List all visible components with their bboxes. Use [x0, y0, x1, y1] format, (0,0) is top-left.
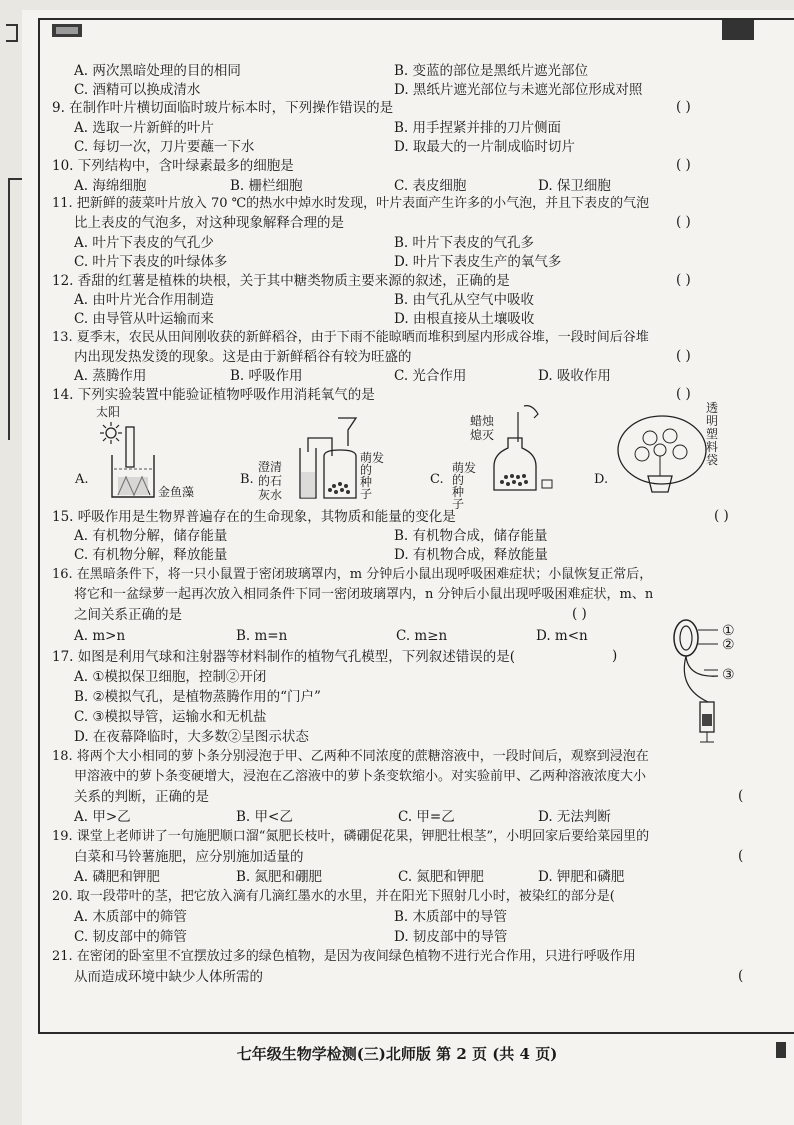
- option-c: C. 光合作用: [394, 368, 467, 384]
- option-a: A. 选取一片新鲜的叶片: [74, 120, 214, 136]
- question-stem: 21. 在密闭的卧室里不宜摆放过多的绿色植物，是因为夜间绿色植物不进行光合作用，只进行呼吸作用: [52, 949, 636, 964]
- option-b: B. 叶片下表皮的气孔多: [394, 235, 535, 251]
- option-d: D. 叶片下表皮生产的氧气多: [394, 254, 562, 270]
- option-d: D. 在夜幕降临时，大多数②呈图示状态: [74, 729, 309, 745]
- answer-blank-close: ): [612, 648, 618, 664]
- option-b: B.: [240, 472, 254, 487]
- page-footer: 七年级生物学检测(三)北师版 第 2 页 (共 4 页): [236, 1045, 558, 1063]
- answer-blank: ( ): [676, 386, 691, 402]
- corner-mark: [722, 20, 754, 40]
- candle-jar-apparatus: [488, 402, 558, 494]
- answer-blank: ( ): [676, 157, 691, 173]
- option-c: C. 酒精可以换成清水: [74, 82, 201, 98]
- option-d: D. 无法判断: [538, 809, 611, 825]
- option-a: A. 磷肥和钾肥: [74, 869, 160, 885]
- limewater-apparatus: [290, 412, 370, 500]
- option-c: C.: [430, 472, 444, 487]
- option-a: A. 叶片下表皮的气孔少: [74, 235, 214, 251]
- question-stem-cont: 比上表皮的气泡多，对这种现象解释合理的是: [74, 215, 344, 231]
- option-a: A. 海绵细胞: [74, 178, 147, 194]
- question-stem: 20. 取一段带叶的茎，把它放入滴有几滴红墨水的水里，并在阳光下照射几小时，被染红的部分是(: [52, 889, 615, 904]
- question-stem: 17. 如图是利用气球和注射器等材料制作的植物气孔模型，下列叙述错误的是(: [52, 649, 516, 665]
- option-d: D. 吸收作用: [538, 368, 611, 384]
- answer-blank: ( ): [714, 508, 729, 524]
- option-b: B. 呼吸作用: [230, 368, 303, 384]
- binding-mark: [6, 24, 18, 42]
- answer-blank: ( ): [676, 348, 691, 364]
- question-stem: 11. 把新鲜的菠菜叶片放入 70 ℃的热水中焯水时发现，叶片表面产生许多的小气泡，并且下表皮的气泡: [52, 196, 650, 211]
- bag-label: 透 明 塑 料 袋: [706, 401, 719, 467]
- answer-blank: ( ): [676, 272, 691, 288]
- option-d: D.: [594, 472, 609, 487]
- option-c: C. 叶片下表皮的叶绿体多: [74, 254, 228, 270]
- option-a: A. 木质部中的筛管: [74, 909, 187, 925]
- option-a: A. 两次黑暗处理的目的相同: [74, 63, 241, 79]
- option-d: D. 取最大的一片制成临时切片: [394, 139, 575, 155]
- question-stem: 10. 下列结构中，含叶绿素最多的细胞是: [52, 158, 294, 174]
- limewater-label: 澄清 的石 灰水: [258, 460, 283, 502]
- option-b: B. 木质部中的导管: [394, 909, 508, 925]
- question-stem: 12. 香甜的红薯是植株的块根，关于其中糖类物质主要来源的叙述，正确的是: [52, 273, 510, 289]
- option-d: D. 由根直接从土壤吸收: [394, 311, 535, 327]
- option-d: D. 保卫细胞: [538, 178, 611, 194]
- question-stem-cont: 关系的判断，正确的是: [74, 789, 209, 805]
- option-a: A. 有机物分解，储存能量: [74, 528, 228, 544]
- answer-blank: ( ): [676, 99, 691, 115]
- option-d: D. m<n: [536, 628, 588, 644]
- question-stem-cont: 白菜和马铃薯施肥，应分别施加适量的: [74, 849, 304, 865]
- option-b: B. 栅栏细胞: [230, 178, 303, 194]
- option-c: C. 甲=乙: [398, 809, 455, 825]
- question-stem: 14. 下列实验装置中能验证植物呼吸作用消耗氧气的是: [52, 387, 375, 403]
- seeds-label: 萌发 的 种 子: [360, 451, 385, 501]
- question-stem-cont: 甲溶液中的萝卜条变硬增大，浸泡在乙溶液中的萝卜条变软缩小。对实验前甲、乙两种溶液浓度大小: [74, 769, 647, 784]
- option-b: B. 氮肥和硼肥: [236, 869, 323, 885]
- option-d: D. 有机物合成，释放能量: [394, 547, 548, 563]
- option-b: B. ②模拟气孔，是植物蒸腾作用的“门户”: [74, 689, 321, 705]
- option-b: B. 用手捏紧并排的刀片侧面: [394, 120, 562, 136]
- question-stem: 15. 呼吸作用是生物界普遍存在的生命现象，其物质和能量的变化是: [52, 509, 456, 525]
- option-a: A. m>n: [74, 628, 126, 644]
- question-stem-cont: 将它和一盆绿萝一起再次放入相同条件下同一密闭玻璃罩内，n 分钟后小鼠出现呼吸困难症状，m、n: [74, 587, 654, 602]
- option-c: C. ③模拟导管，运输水和无机盐: [74, 709, 267, 725]
- answer-blank-open: (: [738, 968, 744, 984]
- option-a: A.: [75, 472, 89, 487]
- plant-label: 金鱼藻: [158, 485, 195, 499]
- question-stem-cont: 之间关系正确的是: [74, 607, 182, 623]
- option-b: B. m=n: [236, 628, 288, 644]
- option-c: C. 韧皮部中的筛管: [74, 929, 187, 945]
- binding-line: [8, 178, 22, 440]
- option-a: A. 由叶片光合作用制造: [74, 292, 214, 308]
- corner-mark-bottom: [776, 1042, 786, 1058]
- option-d: D. 黑纸片遮光部位与未遮光部位形成对照: [394, 82, 643, 98]
- question-stem-cont: 内出现发热发烫的现象。这是由于新鲜稻谷有较为旺盛的: [74, 349, 412, 365]
- question-stem: 13. 夏季末，农民从田间刚收获的新鲜稻谷，由于下雨不能晾晒而堆积到屋内形成谷堆，一段时间后谷堆: [52, 330, 649, 345]
- answer-blank: ( ): [676, 214, 691, 230]
- question-stem-cont: 从而造成环境中缺少人体所需的: [74, 969, 263, 985]
- aquatic-plant-apparatus: [108, 425, 158, 499]
- label-1: ①: [722, 623, 735, 639]
- option-b: B. 变蓝的部位是黑纸片遮光部位: [394, 63, 589, 79]
- candle-label: 蜡烛 熄灭: [470, 414, 495, 442]
- option-c: C. 表皮细胞: [394, 178, 467, 194]
- option-a: A. 甲>乙: [74, 809, 131, 825]
- option-c: C. 由导管从叶运输而来: [74, 311, 214, 327]
- option-a: A. ①模拟保卫细胞，控制②开闭: [74, 669, 267, 685]
- sun-label: 太阳: [96, 405, 121, 419]
- option-b: B. 有机物合成，储存能量: [394, 528, 548, 544]
- option-a: A. 蒸腾作用: [74, 368, 147, 384]
- seeds-label: 萌发 的 种 子: [452, 461, 477, 511]
- question-stem: 16. 在黑暗条件下，将一只小鼠置于密闭玻璃罩内，m 分钟后小鼠出现呼吸困难症状；小鼠恢复正常后，: [52, 567, 653, 582]
- answer-blank-open: (: [738, 848, 744, 864]
- option-d: D. 韧皮部中的导管: [394, 929, 508, 945]
- question-stem: 9. 在制作叶片横切面临时玻片标本时，下列操作错误的是: [52, 100, 394, 116]
- option-c: C. m≥n: [396, 628, 448, 644]
- option-b: B. 甲<乙: [236, 809, 293, 825]
- option-d: D. 钾肥和磷肥: [538, 869, 625, 885]
- option-c: C. 每切一次，刀片要蘸一下水: [74, 139, 255, 155]
- option-c: C. 有机物分解，释放能量: [74, 547, 228, 563]
- option-b: B. 由气孔从空气中吸收: [394, 292, 535, 308]
- label-2: ②: [722, 637, 735, 653]
- answer-blank: ( ): [572, 606, 587, 622]
- plant-bag-apparatus: [614, 410, 714, 502]
- watermark-logo: [52, 24, 82, 37]
- label-3: ③: [722, 667, 735, 683]
- question-stem: 18. 将两个大小相同的萝卜条分别浸泡于甲、乙两种不同浓度的蔗糖溶液中，一段时间后，观察到浸泡在: [52, 749, 649, 764]
- question-stem: 19. 课堂上老师讲了一句施肥顺口溜“氮肥长枝叶，磷硼促花果，钾肥壮根茎”，小明回家后要给菜园里的: [52, 829, 650, 844]
- answer-blank-open: (: [738, 788, 744, 804]
- option-c: C. 氮肥和钾肥: [398, 869, 484, 885]
